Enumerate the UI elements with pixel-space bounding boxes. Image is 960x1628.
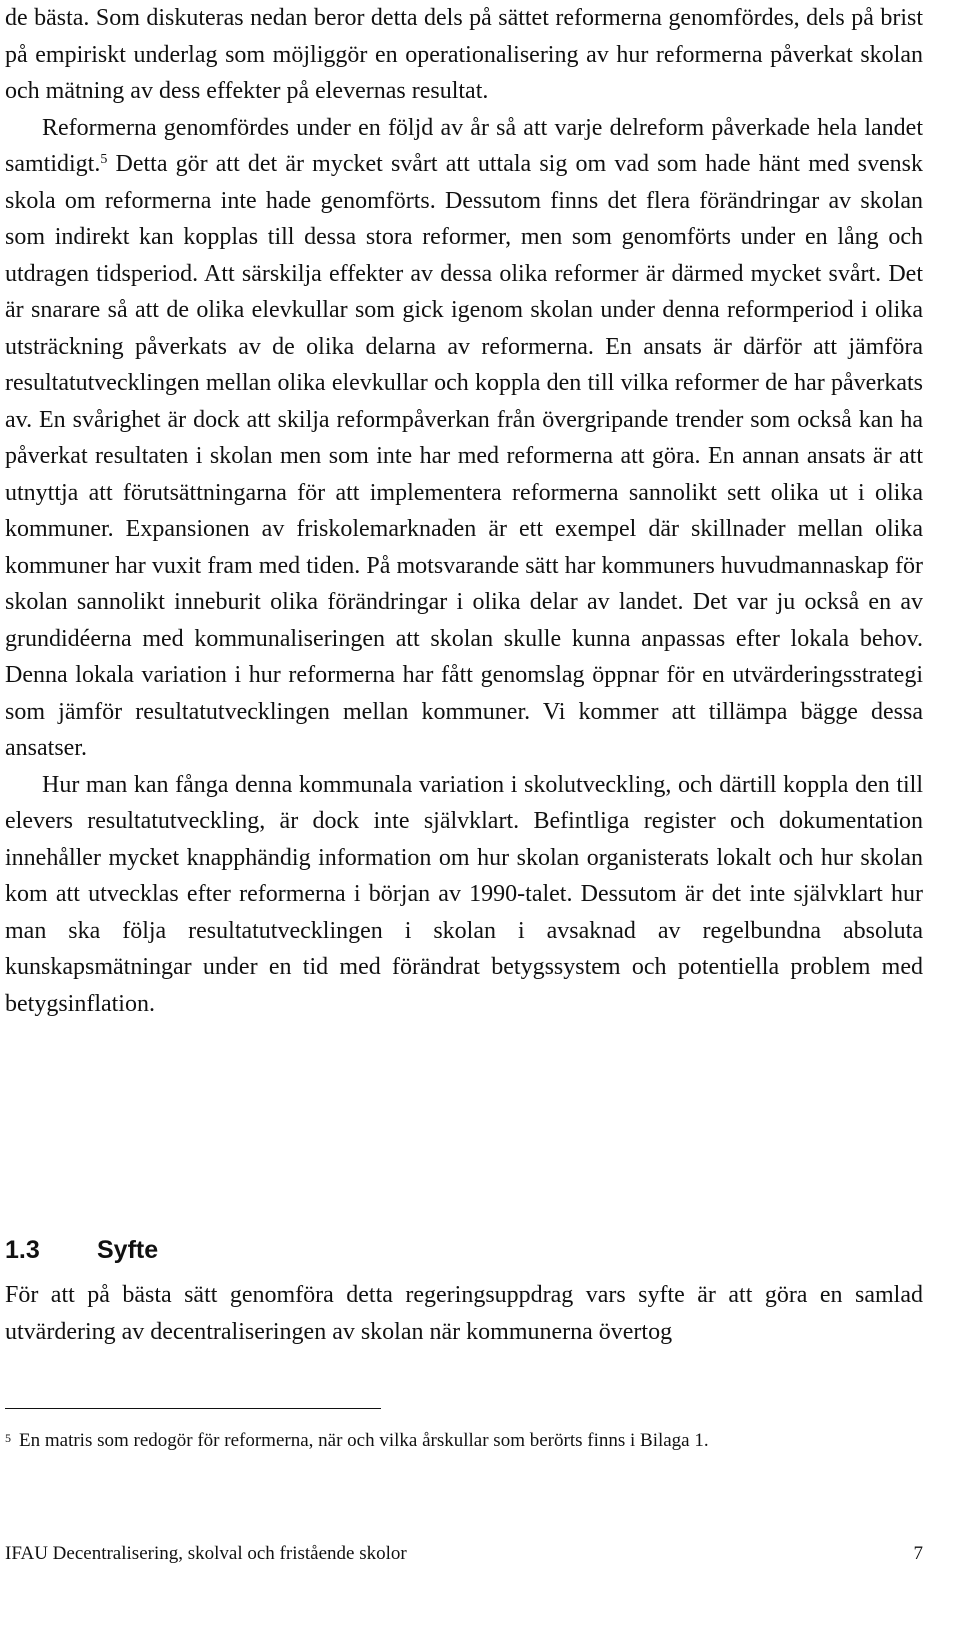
paragraph-3 [5, 767, 923, 1023]
paragraph-2 [5, 110, 923, 767]
paragraph-1-text: de bästa. Som diskuteras nedan beror detta dels på sättet reformerna genomfördes, dels på brist på empiriskt underlag som möjliggör en operationalisering av hur reformerna påverkat skolan och mätning av dess effekter på elevernas resultat. [5, 5, 923, 104]
footnote-reference[interactable]: 5 [100, 152, 108, 167]
body-text-block [5, 0, 923, 1022]
paragraph-1 [5, 0, 923, 110]
footer-publication: IFAU Decentralisering, skolval och fristående skolor [5, 1543, 407, 1564]
footnote [5, 1427, 709, 1455]
paragraph-3-text: Hur man kan fånga denna kommunala variation i skolutveckling, och därtill koppla den till elevers resultatutveckling, är dock inte självklart. Befintliga register och dokumentation innehåller mycket knapphändig information om hur skolan organisterats lokalt och hur skolan kom att utvecklas efter reformerna i början av 1990-talet. Dessutom är det inte självklart hur man ska följa resultatutvecklingen i skolan i avsaknad av regelbundna absoluta kunskapsmätningar under en tid med förändrat betygssystem och potentiella problem med betygsinflation. [5, 771, 923, 1017]
section-title: Syfte [97, 1236, 159, 1264]
section-paragraph: För att på bästa sätt genomföra detta regeringsuppdrag vars syfte är att göra en samlad utvärdering av decentraliseringen av skolan när kommunerna övertog [5, 1282, 923, 1345]
section-number: 1.3 [5, 1236, 40, 1264]
footnote-divider [5, 1408, 381, 1409]
section-heading [5, 1230, 158, 1270]
footnote-mark: 5 [5, 1431, 11, 1445]
footnote-text: En matris som redogör för reformerna, när och vilka årskullar som berörts finns i Bilaga 1. [19, 1430, 709, 1451]
paragraph-2-text-b: Detta gör att det är mycket svårt att uttala sig om vad som hade hänt med svensk skola om reformerna inte hade genomförts. Dessutom finns det flera förändringar av skolan som indirekt kan kopplas till dessa stora reformer, men som genomförts under en lång och utdragen tidsperiod. Att särskilja effekter av dessa olika reformer är därmed mycket svårt. Det är snarare så att de olika elevkullar som gick igenom skolan under denna reformperiod i olika utsträckning påverkats av de olika delarna av reformerna. En ansats är därför att jämföra resultatutvecklingen mellan olika elevkullar och koppla den till vilka reformer de har påverkats av. En svårighet är dock att skilja reformpåverkan från övergripande trender som också kan ha påverkat resultaten i skolan men som inte har med reformerna att göra. En annan ansats är att utnyttja att förutsättningarna för att implementera reformerna sannolikt sett olika ut i olika kommuner. Expansionen av friskolemarknaden är ett exempel där skillnader mellan olika kommuner har vuxit fram med tiden. På motsvarande sätt har kommuners huvudmannaskap för skolan sannolikt inneburit olika förändringar i olika delar av landet. Det var ju också en av grundidéerna med kommunaliseringen att skolan skulle kunna anpassas efter lokala behov. Denna lokala variation i hur reformerna har fått genomslag öppnar för en utvärderingsstrategi som jämför resultatutvecklingen mellan kommuner. Vi kommer att tillämpa bägge dessa ansatser. [5, 151, 923, 761]
page-number: 7 [913, 1543, 923, 1564]
paragraph-2-text-a: Reformerna genomfördes under en följd av år så att varje delreform påverkade hela landet samtidigt. [5, 114, 923, 177]
section-body [5, 1277, 923, 1350]
